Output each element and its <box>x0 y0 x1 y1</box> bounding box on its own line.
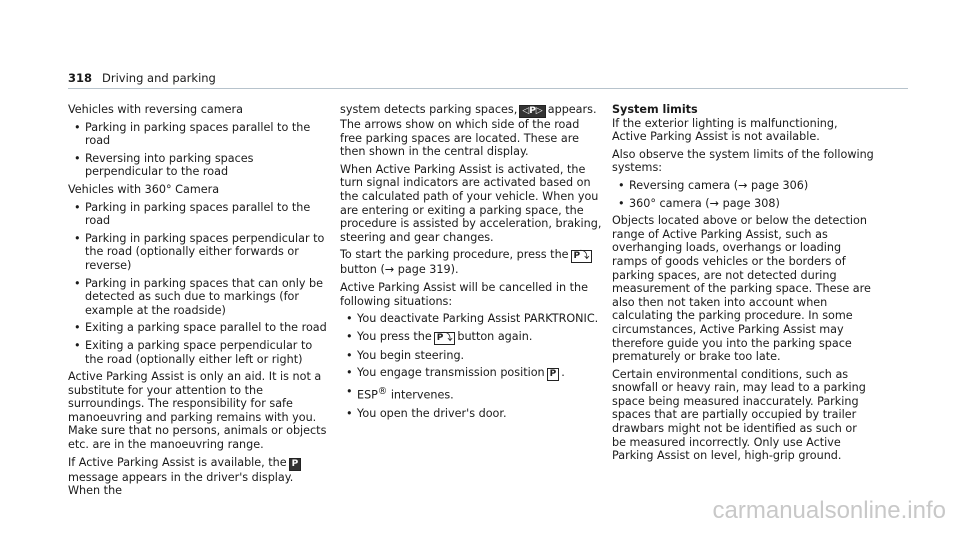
gear-p-icon: P <box>547 368 560 381</box>
list-item: • Reversing camera (→ page 306) <box>612 179 874 193</box>
column-left <box>68 103 328 502</box>
camera-360-list <box>68 201 328 367</box>
objects-paragraph: Objects located above or below the detection range of Active Parking Assist, such as overhanging loads, overhangs or loading ramps of goods vehicles or the borders of parking spaces, are not detected during measurement of the parking space. These are also then not taken into account when calculating the parking procedure. In some circumstances, Active Parking Assist may therefore guide you into the parking space prematurely or brake too late. <box>612 214 871 364</box>
park-assist-button-icon: P⤵ <box>434 332 456 345</box>
list-item: • Parking in parking spaces perpendicular to the road (optionally either forwards or reverse) <box>68 232 328 273</box>
environment-paragraph: Certain environmental conditions, such as snowfall or heavy rain, may lead to a parking space being measured inaccurately. Parking spaces that are partially occupied by trailer drawbars might not be identified as such or be measured incorrectly. Only use Active Parking Assist on level, high-grip ground. <box>612 367 866 463</box>
page-reference: (→ page 319). <box>380 263 459 277</box>
start-paragraph: To start the parking procedure, press the P⤵button (→ page 319). <box>340 248 602 277</box>
list-item: • You engage transmission position P . <box>340 366 602 381</box>
list-item: • You begin steering. <box>340 349 602 363</box>
activated-paragraph: When Active Parking Assist is activated, the turn signal indicators are activated based on the calculated path of your vehicle. When you are entering or exiting a parking space, the procedure is assisted by acceleration, braking, steering and gear changes. <box>340 162 602 244</box>
park-assist-button-icon: P⤵ <box>571 250 593 263</box>
list-item: • Parking in parking spaces parallel to the road <box>68 121 328 148</box>
list-item: • Exiting a parking space perpendicular to the road (optionally either left or right) <box>68 339 328 366</box>
reversing-camera-heading: Vehicles with reversing camera <box>68 103 243 116</box>
detect-paragraph: system detects parking spaces, ◁P▷ appears. The arrows show on which side of the road free parking spaces are located. These are then shown in the central display. <box>340 103 597 159</box>
list-item: • Parking in parking spaces that can only be detected as such due to markings (for example at the roadside) <box>68 277 328 318</box>
column-right <box>612 103 874 467</box>
available-paragraph: If Active Parking Assist is available, the Pmessage appears in the driver's display. When the <box>68 456 328 498</box>
watermark: carmanualsonline.info <box>712 497 946 524</box>
list-item: • ESP® intervenes. <box>340 385 602 402</box>
parking-p-icon: P <box>289 458 302 471</box>
page-header <box>68 72 908 89</box>
section-title: Driving and parking <box>102 71 216 85</box>
list-item: • Parking in parking spaces parallel to the road <box>68 201 328 228</box>
exterior-lighting-paragraph: If the exterior lighting is malfunctioning, Active Parking Assist is not available. <box>612 116 838 144</box>
list-item: • You open the driver's door. <box>340 407 602 421</box>
list-item: • Reversing into parking spaces perpendicular to the road <box>68 152 328 179</box>
limits-list <box>612 179 874 210</box>
parking-arrows-icon: ◁P▷ <box>519 105 545 118</box>
reversing-camera-list <box>68 121 328 179</box>
cancel-intro: Active Parking Assist will be cancelled in the following situations: <box>340 280 588 308</box>
list-item: • You deactivate Parking Assist PARKTRONIC. <box>340 312 602 326</box>
aid-paragraph: Active Parking Assist is only an aid. It is not a substitute for your attention to the surroundings. The responsibility for safe manoeuvring and parking remains with you. Make sure that no persons, animals or objects etc. are in the manoeuvring range. <box>68 370 327 452</box>
list-item: • 360° camera (→ page 308) <box>612 197 874 211</box>
column-middle <box>340 103 602 424</box>
list-item: • You press the P⤵ button again. <box>340 330 602 345</box>
system-limits-heading: System limits <box>612 103 698 116</box>
observe-paragraph: Also observe the system limits of the following systems: <box>612 147 874 175</box>
page-number: 318 <box>68 71 93 85</box>
list-item: • Exiting a parking space parallel to the road <box>68 321 328 335</box>
cancel-list <box>340 312 602 420</box>
camera-360-heading: Vehicles with 360° Camera <box>68 182 220 196</box>
